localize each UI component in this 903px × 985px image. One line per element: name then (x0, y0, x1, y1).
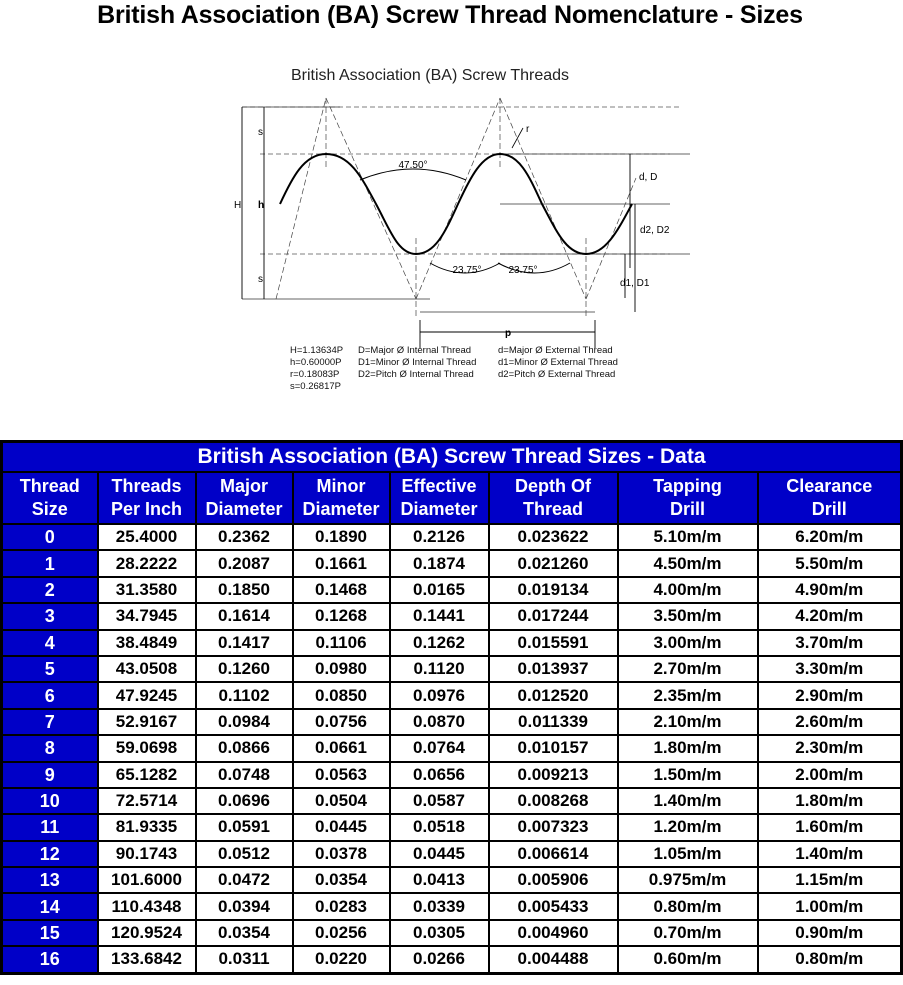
table-cell: 1.40m/m (618, 788, 758, 814)
table-cell: 2.00m/m (758, 762, 902, 788)
table-cell: 0.008268 (489, 788, 618, 814)
table-cell: 0.0445 (293, 814, 390, 840)
table-cell: 0.0512 (196, 841, 293, 867)
thread-diagram (230, 58, 670, 398)
table-cell: 0.0394 (196, 893, 293, 919)
table-cell: 0.019134 (489, 577, 618, 603)
thread-size-cell: 15 (2, 920, 98, 946)
table-cell: 0.1120 (390, 656, 489, 682)
table-cell: 0.0984 (196, 709, 293, 735)
table-row (2, 524, 902, 550)
column-header: Threads Per Inch (98, 472, 196, 524)
table-cell: 0.015591 (489, 630, 618, 656)
table-cell: 0.007323 (489, 814, 618, 840)
table-row (2, 630, 902, 656)
table-cell: 31.3580 (98, 577, 196, 603)
table-row (2, 577, 902, 603)
table-cell: 0.1441 (390, 603, 489, 629)
table-row (2, 656, 902, 682)
external-legend (498, 345, 618, 380)
table-cell: 0.1614 (196, 603, 293, 629)
table-cell: 0.0696 (196, 788, 293, 814)
label-s-top: s (258, 127, 263, 138)
table-row (2, 867, 902, 893)
table-cell: 0.2087 (196, 550, 293, 576)
label-h: h (258, 200, 265, 211)
table-cell: 1.00m/m (758, 893, 902, 919)
table-cell: 3.70m/m (758, 630, 902, 656)
table-cell: 0.0378 (293, 841, 390, 867)
label-major-diameter: d, D (639, 172, 658, 183)
table-cell: 0.0413 (390, 867, 489, 893)
table-cell: 5.50m/m (758, 550, 902, 576)
table-cell: 2.60m/m (758, 709, 902, 735)
column-header: Minor Diameter (293, 472, 390, 524)
table-cell: 0.0354 (196, 920, 293, 946)
thread-size-cell: 16 (2, 946, 98, 973)
table-cell: 4.00m/m (618, 577, 758, 603)
table-cell: 0.011339 (489, 709, 618, 735)
table-cell: 38.4849 (98, 630, 196, 656)
table-cell: 6.20m/m (758, 524, 902, 550)
table-cell: 0.1417 (196, 630, 293, 656)
table-cell: 0.1260 (196, 656, 293, 682)
table-cell: 0.0504 (293, 788, 390, 814)
table-cell: 0.1106 (293, 630, 390, 656)
diagram-title: British Association (BA) Screw Threads (290, 67, 570, 84)
table-row (2, 946, 902, 973)
external-legend-1: d=Major Ø External Thread (498, 345, 613, 356)
table-cell: 47.9245 (98, 682, 196, 708)
thread-size-cell: 11 (2, 814, 98, 840)
table-cell: 0.017244 (489, 603, 618, 629)
table-cell: 0.1468 (293, 577, 390, 603)
angle-label-included: 47.50° (398, 160, 428, 171)
table-cell: 110.4348 (98, 893, 196, 919)
table-cell: 0.0661 (293, 735, 390, 761)
column-header: Depth Of Thread (489, 472, 618, 524)
table-cell: 0.0656 (390, 762, 489, 788)
table-cell: 0.005433 (489, 893, 618, 919)
table-row (2, 788, 902, 814)
external-legend-2: d1=Minor Ø External Thread (498, 357, 618, 368)
thread-size-cell: 9 (2, 762, 98, 788)
thread-data-table-wrap (0, 440, 900, 975)
table-cell: 3.30m/m (758, 656, 902, 682)
table-cell: 0.0866 (196, 735, 293, 761)
table-cell: 0.0445 (390, 841, 489, 867)
table-row (2, 920, 902, 946)
table-row (2, 893, 902, 919)
table-cell: 0.021260 (489, 550, 618, 576)
table-row (2, 814, 902, 840)
internal-legend (358, 345, 476, 380)
table-cell: 72.5714 (98, 788, 196, 814)
table-cell: 1.40m/m (758, 841, 902, 867)
table-cell: 1.05m/m (618, 841, 758, 867)
table-cell: 4.90m/m (758, 577, 902, 603)
thread-size-cell: 14 (2, 893, 98, 919)
table-cell: 0.70m/m (618, 920, 758, 946)
page-title: British Association (BA) Screw Thread Nomenclature - Sizes (97, 1, 803, 29)
column-header: Major Diameter (196, 472, 293, 524)
table-cell: 2.30m/m (758, 735, 902, 761)
table-cell: 0.004960 (489, 920, 618, 946)
table-row (2, 603, 902, 629)
formula-2: h=0.60000P (290, 357, 342, 368)
table-cell: 0.0976 (390, 682, 489, 708)
table-cell: 0.0339 (390, 893, 489, 919)
table-cell: 0.1268 (293, 603, 390, 629)
internal-legend-2: D1=Minor Ø Internal Thread (358, 357, 477, 368)
table-cell: 0.0305 (390, 920, 489, 946)
label-pitch: p (505, 328, 512, 339)
table-cell: 2.70m/m (618, 656, 758, 682)
thread-size-cell: 13 (2, 867, 98, 893)
thread-size-cell: 12 (2, 841, 98, 867)
table-cell: 34.7945 (98, 603, 196, 629)
thread-size-cell: 5 (2, 656, 98, 682)
table-cell: 0.0518 (390, 814, 489, 840)
table-row (2, 709, 902, 735)
formula-legend (290, 345, 343, 392)
thread-data-table (0, 440, 903, 975)
table-cell: 3.00m/m (618, 630, 758, 656)
table-cell: 1.80m/m (618, 735, 758, 761)
table-cell: 0.1874 (390, 550, 489, 576)
table-cell: 0.004488 (489, 946, 618, 973)
table-cell: 0.1262 (390, 630, 489, 656)
table-cell: 2.90m/m (758, 682, 902, 708)
label-minor-diameter: d1, D1 (620, 278, 650, 289)
table-cell: 0.009213 (489, 762, 618, 788)
formula-4: s=0.26817P (290, 381, 341, 392)
table-cell: 3.50m/m (618, 603, 758, 629)
table-cell: 0.023622 (489, 524, 618, 550)
table-cell: 0.0980 (293, 656, 390, 682)
table-cell: 4.20m/m (758, 603, 902, 629)
thread-size-cell: 10 (2, 788, 98, 814)
table-row (2, 550, 902, 576)
table-cell: 5.10m/m (618, 524, 758, 550)
formula-3: r=0.18083P (290, 369, 340, 380)
table-cell: 28.2222 (98, 550, 196, 576)
table-cell: 0.013937 (489, 656, 618, 682)
table-cell: 0.90m/m (758, 920, 902, 946)
table-cell: 0.0165 (390, 577, 489, 603)
table-cell: 25.4000 (98, 524, 196, 550)
table-cell: 0.1850 (196, 577, 293, 603)
thread-size-cell: 7 (2, 709, 98, 735)
table-cell: 1.50m/m (618, 762, 758, 788)
table-cell: 0.010157 (489, 735, 618, 761)
table-cell: 52.9167 (98, 709, 196, 735)
thread-size-cell: 4 (2, 630, 98, 656)
table-cell: 0.012520 (489, 682, 618, 708)
table-cell: 101.6000 (98, 867, 196, 893)
table-cell: 120.9524 (98, 920, 196, 946)
table-cell: 0.2362 (196, 524, 293, 550)
table-cell: 0.0472 (196, 867, 293, 893)
table-cell: 0.006614 (489, 841, 618, 867)
table-cell: 0.0256 (293, 920, 390, 946)
thread-size-cell: 1 (2, 550, 98, 576)
angle-label-left: 23.75° (452, 265, 482, 276)
table-cell: 0.60m/m (618, 946, 758, 973)
table-cell: 4.50m/m (618, 550, 758, 576)
table-row (2, 841, 902, 867)
thread-size-cell: 3 (2, 603, 98, 629)
thread-size-cell: 2 (2, 577, 98, 603)
table-cell: 0.975m/m (618, 867, 758, 893)
formula-1: H=1.13634P (290, 345, 344, 356)
table-cell: 0.0764 (390, 735, 489, 761)
thread-size-cell: 8 (2, 735, 98, 761)
label-s-bottom: s (258, 274, 263, 285)
column-header: Tapping Drill (618, 472, 758, 524)
label-H: H (234, 200, 242, 211)
table-cell: 0.0870 (390, 709, 489, 735)
table-cell: 0.1102 (196, 682, 293, 708)
column-header: Thread Size (2, 472, 98, 524)
table-cell: 0.1661 (293, 550, 390, 576)
table-cell: 81.9335 (98, 814, 196, 840)
table-header-row (2, 472, 902, 524)
table-cell: 1.60m/m (758, 814, 902, 840)
table-cell: 59.0698 (98, 735, 196, 761)
table-cell: 0.1890 (293, 524, 390, 550)
table-cell: 65.1282 (98, 762, 196, 788)
reference-lines (242, 107, 680, 254)
table-cell: 0.0283 (293, 893, 390, 919)
table-cell: 0.0354 (293, 867, 390, 893)
thread-size-cell: 0 (2, 524, 98, 550)
table-row (2, 682, 902, 708)
thread-size-cell: 6 (2, 682, 98, 708)
table-cell: 0.80m/m (758, 946, 902, 973)
table-title: British Association (BA) Screw Thread Sizes - Data (2, 442, 902, 473)
column-header: Effective Diameter (390, 472, 489, 524)
table-row (2, 762, 902, 788)
internal-legend-3: D2=Pitch Ø Internal Thread (358, 369, 474, 380)
column-header: Clearance Drill (758, 472, 902, 524)
table-cell: 1.80m/m (758, 788, 902, 814)
table-cell: 1.15m/m (758, 867, 902, 893)
label-r: r (526, 124, 530, 135)
table-cell: 90.1743 (98, 841, 196, 867)
table-cell: 0.0220 (293, 946, 390, 973)
table-cell: 2.35m/m (618, 682, 758, 708)
table-cell: 133.6842 (98, 946, 196, 973)
table-cell: 0.0756 (293, 709, 390, 735)
table-cell: 0.0748 (196, 762, 293, 788)
table-cell: 0.2126 (390, 524, 489, 550)
table-cell: 0.80m/m (618, 893, 758, 919)
label-pitch-diameter: d2, D2 (640, 225, 670, 236)
table-cell: 0.005906 (489, 867, 618, 893)
external-legend-3: d2=Pitch Ø External Thread (498, 369, 616, 380)
table-cell: 0.0311 (196, 946, 293, 973)
table-row (2, 735, 902, 761)
table-cell: 2.10m/m (618, 709, 758, 735)
table-cell: 0.0850 (293, 682, 390, 708)
angle-label-right: 23.75° (508, 265, 538, 276)
internal-legend-1: D=Major Ø Internal Thread (358, 345, 472, 356)
table-cell: 0.0563 (293, 762, 390, 788)
table-cell: 1.20m/m (618, 814, 758, 840)
table-cell: 43.0508 (98, 656, 196, 682)
table-cell: 0.0587 (390, 788, 489, 814)
table-cell: 0.0591 (196, 814, 293, 840)
table-cell: 0.0266 (390, 946, 489, 973)
